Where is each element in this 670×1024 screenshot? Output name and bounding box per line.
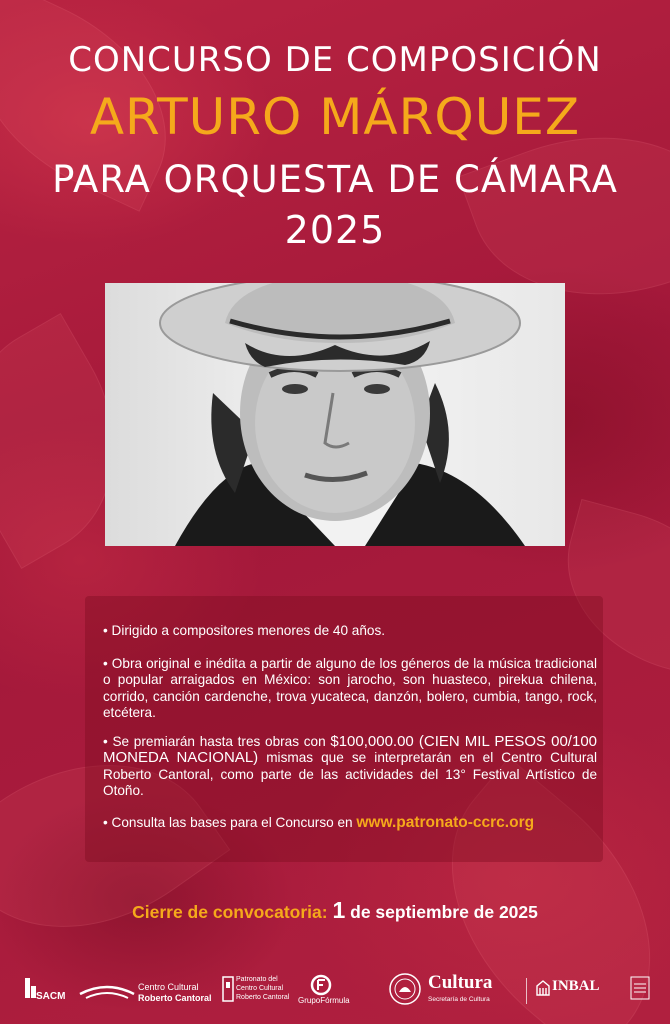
deadline-day: 1 — [332, 897, 346, 923]
formula-text: GrupoFórmula — [298, 996, 350, 1005]
mexico-seal-icon — [388, 972, 422, 1006]
cultura-text: Cultura — [428, 972, 493, 993]
bullet-prize — [103, 734, 597, 800]
bullet-rules-link — [103, 815, 597, 831]
small-emblem-logo — [630, 976, 650, 1005]
ccrc-line2: Roberto Cantoral — [138, 993, 212, 1003]
sacm-text: SACM — [36, 991, 66, 1002]
logo-divider — [526, 978, 527, 1004]
patronato-line3: Roberto Cantoral — [236, 994, 290, 1001]
prize-text-post: mismas que se interpretarán en el Centro Cultural Roberto Cantoral, como parte de las actividades del 13° Festival Artístico de Otoño. — [103, 750, 597, 799]
emblem-icon — [630, 976, 650, 1000]
patronato-icon — [222, 976, 234, 1002]
title-line-3: PARA ORQUESTA DE CÁMARA — [52, 158, 618, 201]
bullet-genres: • Obra original e inédita a partir de alguno de los géneros de la música tradicional o popular arraigados en México: son jarocho, son huasteco, pirekua chilena, corrido, canción cardenche, trova yucateca, danzón, bolero, cumbia, tango, rock, etcétera. — [103, 656, 597, 721]
patronato-line2: Centro Cultural — [236, 985, 284, 992]
patronato-line1: Patronato del — [236, 976, 278, 983]
cultura-subtext: Secretaría de Cultura — [428, 996, 490, 1003]
inbal-text: INBAL — [552, 978, 600, 994]
bullet-eligibility: • Dirigido a compositores menores de 40 años. — [103, 623, 386, 638]
prize-amount: $100,000.00 (CIEN MIL PESOS 00/100 MONEDA NACIONAL) — [103, 733, 598, 767]
inbal-icon — [536, 980, 550, 996]
ccrc-line1: Centro Cultural — [138, 982, 199, 992]
ccrc-icon — [78, 980, 136, 1002]
prize-text-pre: • Se premiarán hasta tres obras con — [103, 734, 331, 749]
portrait-illustration — [105, 283, 565, 546]
deadline-label: Cierre de convocatoria: — [132, 902, 328, 922]
title-year: 2025 — [284, 208, 386, 252]
title-line-1: CONCURSO DE COMPOSICIÓN — [68, 40, 602, 80]
deadline — [0, 897, 670, 924]
formula-icon — [308, 974, 334, 996]
rules-text: • Consulta las bases para el Concurso en — [103, 815, 357, 830]
sponsor-logos — [0, 966, 670, 1016]
website-link[interactable]: www.patronato-ccrc.org — [356, 814, 535, 831]
deadline-date: de septiembre de 2025 — [350, 902, 538, 922]
composer-portrait — [105, 283, 565, 546]
title-composer-name: ARTURO MÁRQUEZ — [89, 88, 581, 146]
